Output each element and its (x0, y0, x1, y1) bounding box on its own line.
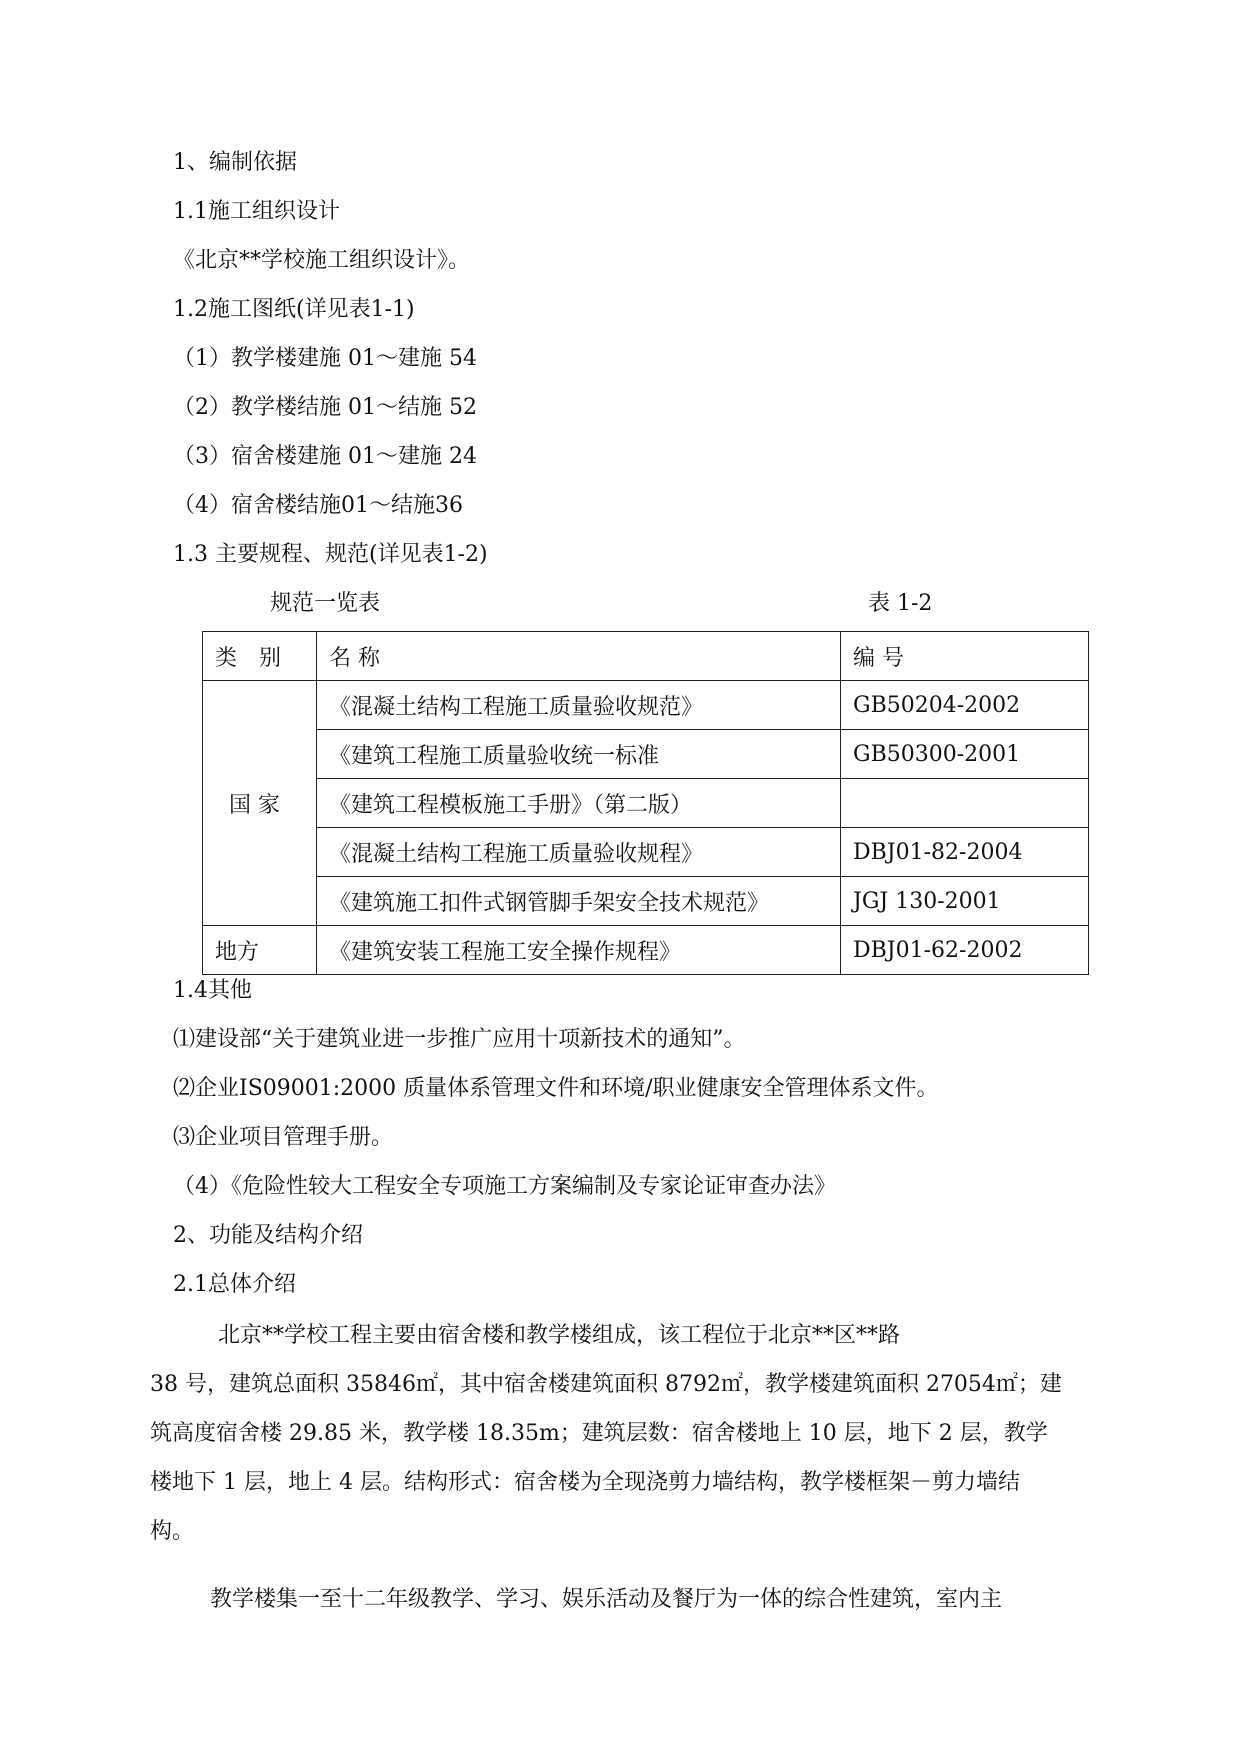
standard-code: GB50300-2001 (841, 730, 1089, 779)
header-name: 名 称 (317, 632, 841, 681)
category-local: 地方 (203, 926, 317, 975)
table-number: 表 1-2 (868, 591, 933, 616)
table-row (203, 730, 1089, 779)
section-2-title: 2、功能及结构介绍 (173, 1223, 363, 1248)
section-1-title: 1、编制依据 (173, 150, 297, 175)
table-row (203, 828, 1089, 877)
drawing-item: （1）教学楼建施 01～建施 54 (173, 346, 477, 371)
header-category: 类 别 (203, 632, 317, 681)
intro-paragraph-line: 北京**学校工程主要由宿舍楼和教学楼组成，该工程位于北京**区**路 (218, 1323, 901, 1348)
drawing-item: （4）宿舍楼结施01～结施36 (173, 493, 463, 518)
standard-code: DBJ01-62-2002 (841, 926, 1089, 975)
table-row (203, 681, 1089, 730)
standard-name: 《混凝土结构工程施工质量验收规程》 (317, 828, 841, 877)
table-caption: 规范一览表 (270, 591, 381, 616)
section-1-1-text: 《北京**学校施工组织设计》。 (173, 248, 471, 273)
standard-code: DBJ01-82-2004 (841, 828, 1089, 877)
standard-name: 《混凝土结构工程施工质量验收规范》 (317, 681, 841, 730)
standard-code: GB50204-2002 (841, 681, 1089, 730)
other-item: ⑶企业项目管理手册。 (173, 1125, 394, 1150)
standard-code: JGJ 130-2001 (841, 877, 1089, 926)
standard-name: 《建筑工程施工质量验收统一标准 (317, 730, 841, 779)
intro-paragraph-line: 筑高度宿舍楼 29.85 米，教学楼 18.35m；建筑层数：宿舍楼地上 10 层，地下 2 层，教学 (150, 1421, 1048, 1446)
teaching-building-paragraph: 教学楼集一至十二年级教学、学习、娱乐活动及餐厅为一体的综合性建筑，室内主 (210, 1587, 1003, 1612)
standard-name: 《建筑安装工程施工安全操作规程》 (317, 926, 841, 975)
intro-paragraph-line: 38 号，建筑总面积 35846㎡，其中宿舍楼建筑面积 8792㎡，教学楼建筑面积 27054㎡；建 (150, 1372, 1062, 1397)
section-1-4-title: 1.4其他 (173, 978, 252, 1003)
intro-paragraph-line: 构。 (150, 1519, 195, 1544)
drawing-item: （2）教学楼结施 01～结施 52 (173, 395, 477, 420)
standards-table (202, 631, 1089, 975)
table-row (203, 926, 1089, 975)
standard-name: 《建筑工程模板施工手册》（第二版） (317, 779, 841, 828)
table-header-row (203, 632, 1089, 681)
section-1-2-title: 1.2施工图纸(详见表1-1) (173, 297, 415, 322)
other-item: ⑴建设部“关于建筑业进一步推广应用十项新技术的通知”。 (173, 1027, 746, 1052)
standard-code (841, 779, 1089, 828)
other-item: （4）《危险性较大工程安全专项施工方案编制及专家论证审查办法》 (173, 1174, 836, 1199)
standard-name: 《建筑施工扣件式钢管脚手架安全技术规范》 (317, 877, 841, 926)
other-item: ⑵企业IS09001:2000 质量体系管理文件和环境/职业健康安全管理体系文件。 (173, 1076, 939, 1101)
table-row (203, 779, 1089, 828)
drawing-item: （3）宿舍楼建施 01～建施 24 (173, 444, 477, 469)
section-1-3-title: 1.3 主要规程、规范(详见表1-2) (173, 542, 488, 567)
header-code: 编 号 (841, 632, 1089, 681)
section-2-1-title: 2.1总体介绍 (173, 1272, 296, 1297)
intro-paragraph-line: 楼地下 1 层，地上 4 层。结构形式：宿舍楼为全现浇剪力墙结构，教学楼框架－剪力墙结 (150, 1470, 1020, 1495)
table-row (203, 877, 1089, 926)
category-national: 国 家 (203, 681, 317, 926)
section-1-1-title: 1.1施工组织设计 (173, 199, 340, 224)
